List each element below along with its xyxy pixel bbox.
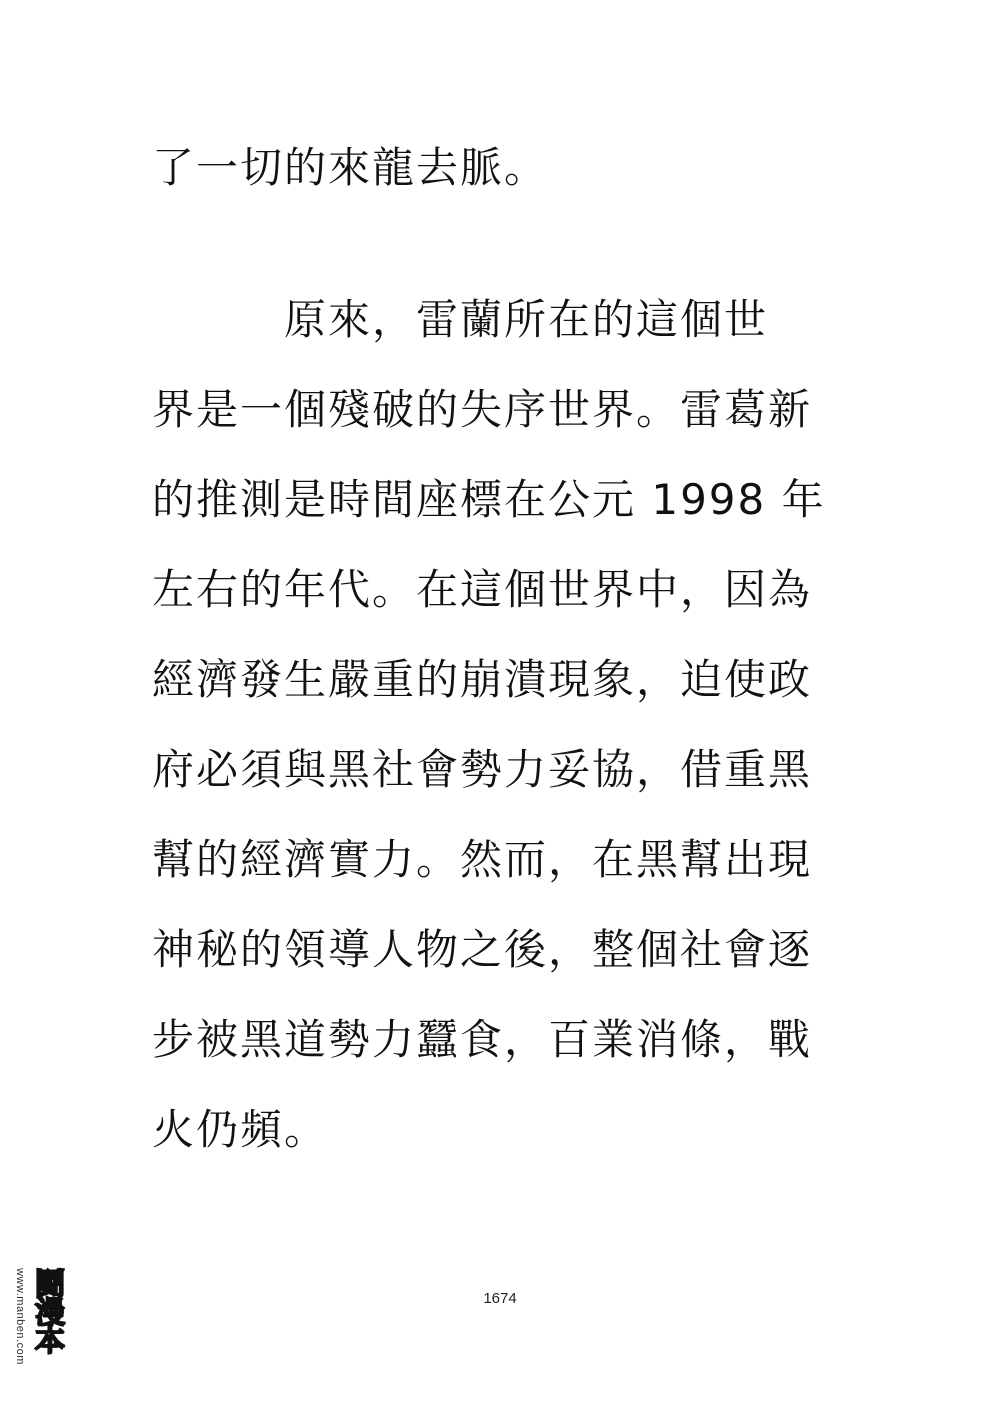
text-line: 了一切的來龍去脈。 [152, 143, 549, 192]
text-line: 火仍頻。 [152, 1105, 329, 1154]
text-line: 經濟發生嚴重的崩潰現象，迫使政 [152, 655, 813, 704]
text-line: 步被黑道勢力蠶食，百業消條，戰 [152, 1015, 813, 1064]
text-line: 的推測是時間座標在公元 1998 年 [152, 475, 826, 524]
page-number: 1674 [483, 1290, 517, 1307]
text-line: 界是一個殘破的失序世界。雷葛新 [152, 385, 813, 434]
watermark-url: www.manben.com [14, 1268, 26, 1365]
watermark-logo [8, 1268, 68, 1408]
text-line: 府必須與黑社會勢力妥協，借重黑 [152, 745, 813, 794]
text-line: 原來，雷蘭所在的這個世 [152, 295, 769, 344]
watermark-brand: 鬪漫本 [29, 1268, 64, 1352]
text-line: 幫的經濟實力。然而，在黑幫出現 [152, 835, 813, 884]
text-line: 左右的年代。在這個世界中，因為 [152, 565, 813, 614]
text-line: 神秘的領導人物之後，整個社會逐 [152, 925, 813, 974]
